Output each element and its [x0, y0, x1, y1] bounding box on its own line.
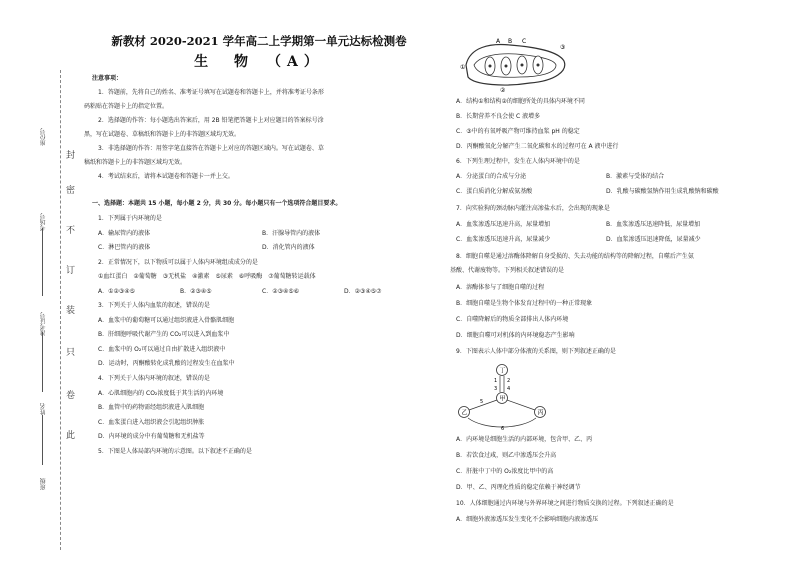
diagram-label: ② — [500, 87, 506, 94]
option: A．分泌蛋白的合成与分泌 — [456, 173, 527, 180]
question-stem: 4．下列关于人体内环境的叙述，错误的是 — [98, 375, 210, 382]
diagram-label: A — [496, 38, 501, 45]
notice-line: 4．考试结束后，请将本试题卷和答题卡一并上交。 — [98, 173, 234, 180]
option: C．②③④⑤⑥ — [262, 288, 300, 295]
question-items: ①血红蛋白 ②葡萄糖 ③无机盐 ④激素 ⑤尿素 ⑥呼吸酶 ⑦葡萄糖转运载体 — [98, 273, 316, 280]
option: C．血浆蛋白进入组织液会引起组织肿胀 — [98, 419, 205, 426]
arrow-label: 3 — [494, 386, 498, 392]
notice-heading: 注意事项： — [92, 75, 123, 82]
seal-char: 封 — [66, 151, 76, 161]
arrow-label: 4 — [507, 386, 511, 392]
option: D．②③④⑤⑦ — [344, 288, 382, 295]
field-line — [42, 228, 43, 296]
left-column — [84, 0, 434, 561]
arrow-label: 5 — [480, 399, 484, 405]
option: B．②③④⑤ — [180, 288, 212, 295]
nucleus — [537, 64, 540, 67]
body-fluid-diagram — [454, 362, 554, 432]
option: D．运动时，丙酮酸转化成乳酸的过程发生在血浆中 — [98, 360, 235, 367]
node-label: 丙 — [537, 409, 544, 417]
section-heading: 一、选择题：本题共 15 小题，每小题 2 分，共 30 分。每小题只有一个选项符合题目要求。 — [92, 200, 342, 207]
option: A．①②③④⑤ — [98, 288, 135, 295]
exam-title: 新教材 2020-2021 学年高二上学期第一单元达标检测卷 — [111, 34, 407, 48]
option: A．细胞外液渗透压发生变化不会影响细胞内液渗透压 — [456, 516, 599, 523]
option: C．蛋白质消化分解成氨基酸 — [456, 188, 533, 195]
option: A．输尿管内的液体 — [98, 230, 151, 237]
notice-line: 黑，写在试题卷、草稿纸和答题卡上的非答题区域均无效。 — [84, 131, 241, 138]
subject-title: 生 物 （A） — [194, 54, 324, 70]
option: D．甲、乙、丙理化性质的稳定依赖于神经调节 — [456, 484, 581, 491]
seal-line — [60, 70, 61, 550]
option: B．细胞自噬是生物个体发育过程中的一种正常现象 — [456, 300, 593, 307]
diagram-label: C — [522, 38, 527, 45]
option: A．结构①和结构②的细胞所处的具体内环境不同 — [456, 98, 585, 105]
option: A．溶酶体参与了细胞自噬的过程 — [456, 284, 545, 291]
field-line — [42, 415, 43, 465]
question-stem: 基酸、代谢废物等。下列相关叙述错误的是 — [450, 267, 565, 274]
notice-line: 2．选择题的作答：每小题选出答案后，用 2B 铅笔把答题卡上对应题目的答案标号涂 — [98, 117, 324, 124]
option: C．自噬降解后的物质全部排出人体内环境 — [456, 316, 569, 323]
diagram-label: B — [508, 38, 513, 45]
option: C．血浆渗透压迅速升高，尿量减少 — [456, 236, 551, 243]
binding-margin — [0, 0, 80, 561]
option: B．若饮食过咸，则乙中渗透压会升高 — [456, 452, 557, 459]
arrow-label: 2 — [507, 378, 511, 384]
question-stem: 7．向实验狗的颈动脉内灌注高渗盐水后，会出现的现象是 — [456, 205, 610, 212]
node-label: 甲 — [499, 395, 506, 403]
option: D．细胞自噬可对机体的内环境稳态产生影响 — [456, 332, 575, 339]
node-label: 乙 — [461, 409, 468, 417]
notice-line: 稿纸和答题卡上的非答题区域均无效。 — [84, 159, 187, 166]
option: D．消化管内的液体 — [262, 244, 315, 251]
diagram-label: ③ — [560, 44, 566, 51]
field-name: 姓名 — [40, 403, 47, 415]
capillary-outline — [466, 45, 565, 85]
tissue-diagram — [460, 35, 570, 95]
right-column — [450, 0, 780, 561]
option: A．血浆渗透压迅速升高，尿量增加 — [456, 221, 551, 228]
option: D．血浆渗透压迅速降低，尿量减少 — [606, 236, 701, 243]
question-stem: 5．下图是人体局部内环境的示意图。以下叙述不正确的是 — [98, 448, 252, 455]
option: C．③中的有氧呼吸产物可维持血浆 pH 的稳定 — [456, 128, 580, 135]
nucleus — [521, 64, 524, 67]
seal-char: 只 — [66, 348, 76, 358]
nucleus — [505, 65, 508, 68]
seal-char: 此 — [66, 431, 76, 441]
field-seat-number: 座位号 — [40, 128, 47, 146]
option: B．激素与受体的结合 — [606, 173, 665, 180]
question-stem: 9．下图表示人体中部分体液的关系图，则下列叙述正确的是 — [456, 348, 616, 355]
option: C．肝脏中丁中的 O₂浓度比甲中的高 — [456, 468, 554, 475]
question-stem: 6．下列生理过程中，发生在人体内环境中的是 — [456, 158, 580, 165]
seal-char: 订 — [66, 266, 76, 276]
field-exam-room: 考场号 — [40, 213, 47, 231]
field-exam-id: 准考证号 — [40, 312, 47, 336]
field-class: 班级 — [40, 478, 47, 490]
option: C．血浆中的 O₂可以通过自由扩散进入组织液中 — [98, 346, 226, 353]
question-stem: 8．细胞自噬是通过溶酶体降解自身受损的、失去功能的结构等的降解过程，自噬后产生氨 — [456, 253, 694, 260]
notice-line: 码粘贴在答题卡上的指定位置。 — [84, 103, 169, 110]
arrow — [507, 400, 535, 410]
option: A．内环境是细胞生活的内部环境，包含甲、乙、丙 — [456, 436, 593, 443]
node-label: 丁 — [499, 367, 506, 375]
option: D．乳酸与碳酸氢钠作用生成乳酸钠和碳酸 — [606, 188, 719, 195]
arrow-label: 6 — [501, 426, 505, 432]
arrow-label: 1 — [494, 378, 498, 384]
option: C．淋巴管内的液体 — [98, 244, 151, 251]
option: B．血浆渗透压迅速降低，尿量增加 — [606, 221, 701, 228]
field-line — [42, 332, 43, 392]
option: A．血浆中的葡萄糖可以通过组织液进入骨骼肌细胞 — [98, 317, 235, 324]
seal-char: 密 — [66, 186, 76, 196]
option: B．汗腺导管内的液体 — [262, 230, 321, 237]
option: B．长期营养不良会使 C 液增多 — [456, 113, 541, 120]
question-stem: 1．下列属于内环境的是 — [98, 215, 162, 222]
diagram-label: ① — [460, 64, 466, 71]
seal-char: 卷 — [66, 391, 76, 401]
question-stem: 10．人体细胞通过内环境与外界环境之间进行物质交换的过程。下列叙述正确的是 — [456, 500, 674, 507]
seal-char: 装 — [66, 306, 76, 316]
question-stem: 2．正常情况下，以下物质可以属于人体内环境组成成分的是 — [98, 259, 258, 266]
notice-line: 1．答题前，先将自己的姓名、准考证号填写在试题卷和答题卡上，并将准考证号条形 — [98, 89, 324, 96]
question-stem: 3．下列关于人体内血浆的叙述，错误的是 — [98, 302, 210, 309]
option: A．心肌细胞内的 CO₂浓度低于其生活的内环境 — [98, 390, 224, 397]
notice-line: 3．非选择题的作答：用签字笔直接答在答题卡上对应的答题区域内。写在试题卷、草 — [98, 145, 324, 152]
seal-char: 不 — [66, 226, 76, 236]
option: B．肝细胞呼吸代谢产生的 CO₂可以进入到血浆中 — [98, 331, 230, 338]
option: D．内环境的成分中有葡萄糖和无机盐等 — [98, 433, 205, 440]
option: B．血管中的药物需经组织液进入肌细胞 — [98, 404, 205, 411]
nucleus — [489, 65, 492, 68]
option: D．丙酮酸氧化分解产生二氧化碳和水的过程可在 A 液中进行 — [456, 143, 619, 150]
